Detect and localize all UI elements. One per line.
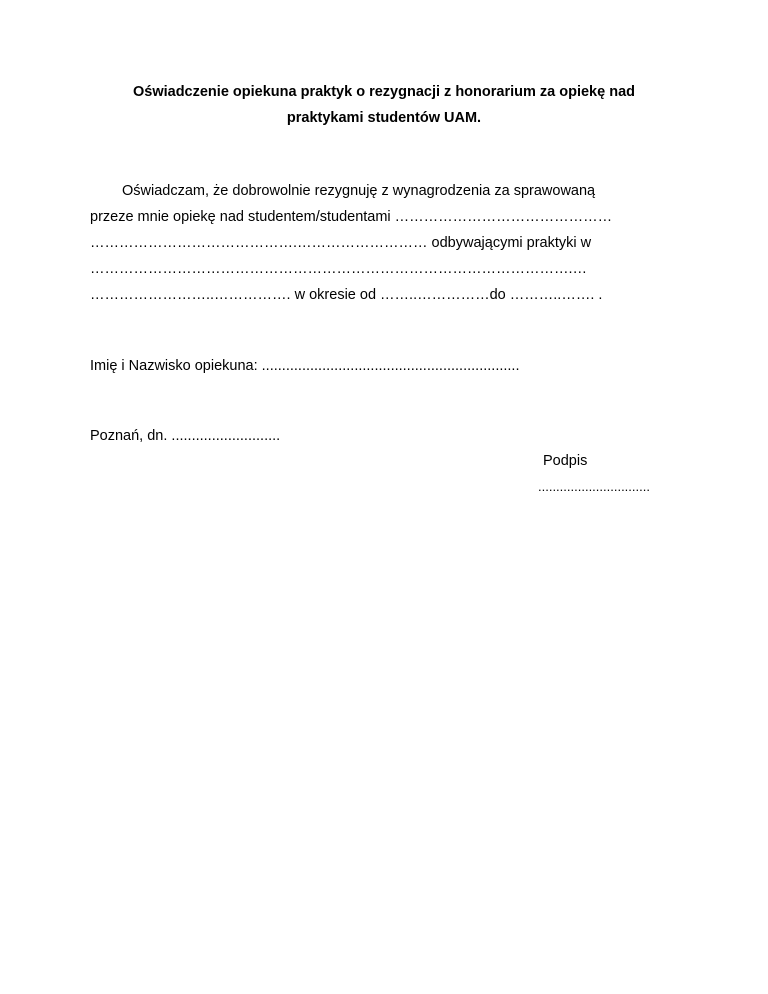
caretaker-name-field: Imię i Nazwisko opiekuna: ................................................................	[90, 358, 520, 374]
signature-line: ...............................	[538, 479, 650, 494]
statement-line-5: ……………………..……………. w okresie od ……..……………do ………..……. .	[90, 287, 603, 303]
document-title-line-2: praktykami studentów UAM.	[286, 110, 482, 126]
document-title-line-1: Oświadczenie opiekuna praktyk o rezygnacji z honorarium za opiekę nad	[132, 84, 635, 100]
statement-line-4: ……………………………………………………………………………………….…	[90, 261, 588, 277]
statement-line-1: Oświadczam, że dobrowolnie rezygnuję z wynagrodzenia za sprawowaną	[122, 183, 596, 199]
place-date-field: Poznań, dn. ...........................	[90, 428, 281, 444]
statement-line-2: przeze mnie opiekę nad studentem/studentami ………………………………………	[90, 209, 613, 225]
statement-line-3: …………………………………….……………………… odbywającymi praktyki w	[90, 235, 592, 251]
signature-label: Podpis	[543, 453, 588, 469]
